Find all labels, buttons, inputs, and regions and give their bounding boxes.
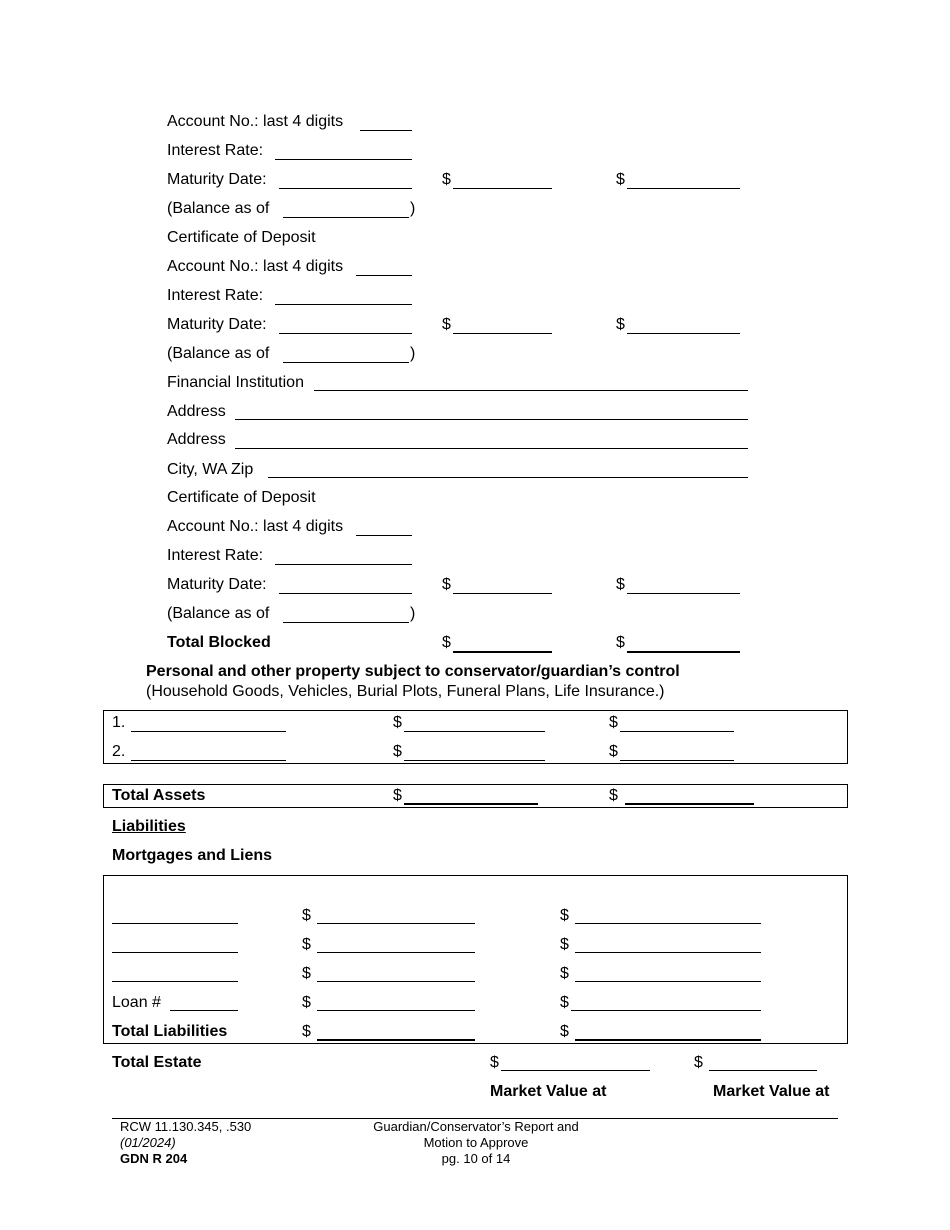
dollar-sign: $ — [609, 714, 618, 731]
cd3-value-1-field[interactable] — [453, 593, 552, 594]
total-assets-value-2-field[interactable] — [625, 803, 754, 805]
total-liabilities-value-1-field[interactable] — [317, 1039, 475, 1041]
cd2-value-1-field[interactable] — [453, 333, 552, 334]
total-assets-value-1-field[interactable] — [404, 803, 538, 805]
institution-address1-label: Address — [167, 403, 226, 420]
liabilities-heading: Liabilities — [112, 818, 186, 835]
cd2-interest-label: Interest Rate: — [167, 287, 264, 304]
cd2-balance-label: (Balance as of — [167, 345, 270, 362]
dollar-sign: $ — [302, 1023, 311, 1040]
cd2-balance-date-field[interactable] — [283, 362, 409, 363]
cd2-value-2-field[interactable] — [627, 333, 740, 334]
dollar-sign: $ — [609, 787, 618, 804]
institution-address2-label: Address — [167, 431, 226, 448]
loan-number-field[interactable] — [170, 1010, 238, 1011]
cd2-maturity-label: Maturity Date: — [167, 316, 267, 333]
dollar-sign: $ — [302, 965, 311, 982]
personal-item-2-value-1-field[interactable] — [404, 760, 545, 761]
dollar-sign: $ — [442, 171, 451, 188]
liability-1-value-1-field[interactable] — [317, 923, 475, 924]
footer-rcw: RCW 11.130.345, .530 — [120, 1119, 252, 1134]
cd1-interest-label: Interest Rate: — [167, 142, 264, 159]
dollar-sign: $ — [442, 634, 451, 651]
dollar-sign: $ — [302, 994, 311, 1011]
cd3-interest-label: Interest Rate: — [167, 547, 264, 564]
market-value-label-1: Market Value at — [490, 1083, 607, 1100]
cd1-balance-date-field[interactable] — [283, 217, 409, 218]
personal-property-box — [103, 710, 848, 764]
liability-2-value-1-field[interactable] — [317, 952, 475, 953]
footer-title-line1: Guardian/Conservator’s Report and — [373, 1119, 579, 1134]
cd1-value-1-field[interactable] — [453, 188, 552, 189]
dollar-sign: $ — [616, 171, 625, 188]
total-estate-value-1-field[interactable] — [501, 1070, 650, 1071]
dollar-sign: $ — [393, 714, 402, 731]
dollar-sign: $ — [393, 787, 402, 804]
cd3-balance-date-field[interactable] — [283, 622, 409, 623]
personal-item-number: 1. — [112, 714, 126, 731]
cd3-account-label: Account No.: last 4 digits — [167, 518, 344, 535]
footer-title-line2: Motion to Approve — [423, 1135, 529, 1150]
institution-city-field[interactable] — [268, 477, 748, 478]
footer-page-number: pg. 10 of 14 — [441, 1151, 511, 1166]
liability-2-description-field[interactable] — [112, 952, 238, 953]
cd3-maturity-field[interactable] — [279, 593, 412, 594]
personal-property-subheading: (Household Goods, Vehicles, Burial Plots, Funeral Plans, Life Insurance.) — [146, 683, 665, 700]
institution-city-label: City, WA Zip — [167, 461, 254, 478]
cd1-maturity-label: Maturity Date: — [167, 171, 267, 188]
total-liabilities-value-2-field[interactable] — [575, 1039, 761, 1041]
cd2-maturity-field[interactable] — [279, 333, 412, 334]
cd1-interest-field[interactable] — [275, 159, 412, 160]
loan-value-1-field[interactable] — [317, 1010, 475, 1011]
personal-item-1-value-2-field[interactable] — [620, 731, 734, 732]
cd2-account-field[interactable] — [356, 275, 412, 276]
liabilities-box — [103, 875, 848, 1044]
personal-item-1-value-1-field[interactable] — [404, 731, 545, 732]
cd1-account-field[interactable] — [360, 130, 412, 131]
institution-name-field[interactable] — [314, 390, 748, 391]
footer-date: (01/2024) — [120, 1135, 176, 1150]
cd2-heading: Certificate of Deposit — [167, 229, 316, 246]
liability-3-value-2-field[interactable] — [575, 981, 761, 982]
cd2-balance-close: ) — [410, 345, 416, 362]
cd2-account-label: Account No.: last 4 digits — [167, 258, 344, 275]
personal-item-2-field[interactable] — [131, 760, 286, 761]
personal-item-2-value-2-field[interactable] — [620, 760, 734, 761]
cd3-interest-field[interactable] — [275, 564, 412, 565]
personal-item-number: 2. — [112, 743, 126, 760]
cd1-value-2-field[interactable] — [627, 188, 740, 189]
cd3-account-field[interactable] — [356, 535, 412, 536]
dollar-sign: $ — [393, 743, 402, 760]
dollar-sign: $ — [442, 316, 451, 333]
market-value-label-2: Market Value at — [713, 1083, 830, 1100]
dollar-sign: $ — [560, 1023, 569, 1040]
dollar-sign: $ — [616, 634, 625, 651]
liability-1-value-2-field[interactable] — [575, 923, 761, 924]
cd2-interest-field[interactable] — [275, 304, 412, 305]
dollar-sign: $ — [616, 576, 625, 593]
institution-address1-field[interactable] — [235, 419, 748, 420]
total-estate-label: Total Estate — [112, 1054, 202, 1071]
dollar-sign: $ — [302, 936, 311, 953]
loan-value-2-field[interactable] — [571, 1010, 761, 1011]
dollar-sign: $ — [490, 1054, 499, 1071]
cd3-balance-close: ) — [410, 605, 416, 622]
dollar-sign: $ — [560, 936, 569, 953]
total-blocked-value-2-field[interactable] — [627, 651, 740, 653]
cd3-value-2-field[interactable] — [627, 593, 740, 594]
dollar-sign: $ — [694, 1054, 703, 1071]
mortgages-liens-heading: Mortgages and Liens — [112, 847, 273, 864]
cd1-maturity-field[interactable] — [279, 188, 412, 189]
personal-property-heading: Personal and other property subject to conservator/guardian’s control — [146, 663, 680, 680]
cd1-account-label: Account No.: last 4 digits — [167, 113, 344, 130]
footer-form-id: GDN R 204 — [120, 1151, 188, 1166]
dollar-sign: $ — [560, 965, 569, 982]
cd3-heading: Certificate of Deposit — [167, 489, 316, 506]
total-blocked-value-1-field[interactable] — [453, 651, 552, 653]
dollar-sign: $ — [442, 576, 451, 593]
liability-3-description-field[interactable] — [112, 981, 238, 982]
dollar-sign: $ — [302, 907, 311, 924]
cd1-balance-close: ) — [410, 200, 416, 217]
liability-3-value-1-field[interactable] — [317, 981, 475, 982]
dollar-sign: $ — [609, 743, 618, 760]
institution-name-label: Financial Institution — [167, 374, 304, 391]
loan-number-label: Loan # — [112, 994, 161, 1011]
total-estate-value-2-field[interactable] — [709, 1070, 817, 1071]
dollar-sign: $ — [560, 994, 569, 1011]
cd3-balance-label: (Balance as of — [167, 605, 270, 622]
total-liabilities-label: Total Liabilities — [112, 1023, 228, 1040]
total-assets-label: Total Assets — [112, 787, 206, 804]
institution-address2-field[interactable] — [235, 448, 748, 449]
liability-2-value-2-field[interactable] — [575, 952, 761, 953]
cd3-maturity-label: Maturity Date: — [167, 576, 267, 593]
dollar-sign: $ — [616, 316, 625, 333]
personal-item-1-field[interactable] — [131, 731, 286, 732]
cd1-balance-label: (Balance as of — [167, 200, 270, 217]
dollar-sign: $ — [560, 907, 569, 924]
total-blocked-label: Total Blocked — [167, 634, 271, 651]
liability-1-description-field[interactable] — [112, 923, 238, 924]
